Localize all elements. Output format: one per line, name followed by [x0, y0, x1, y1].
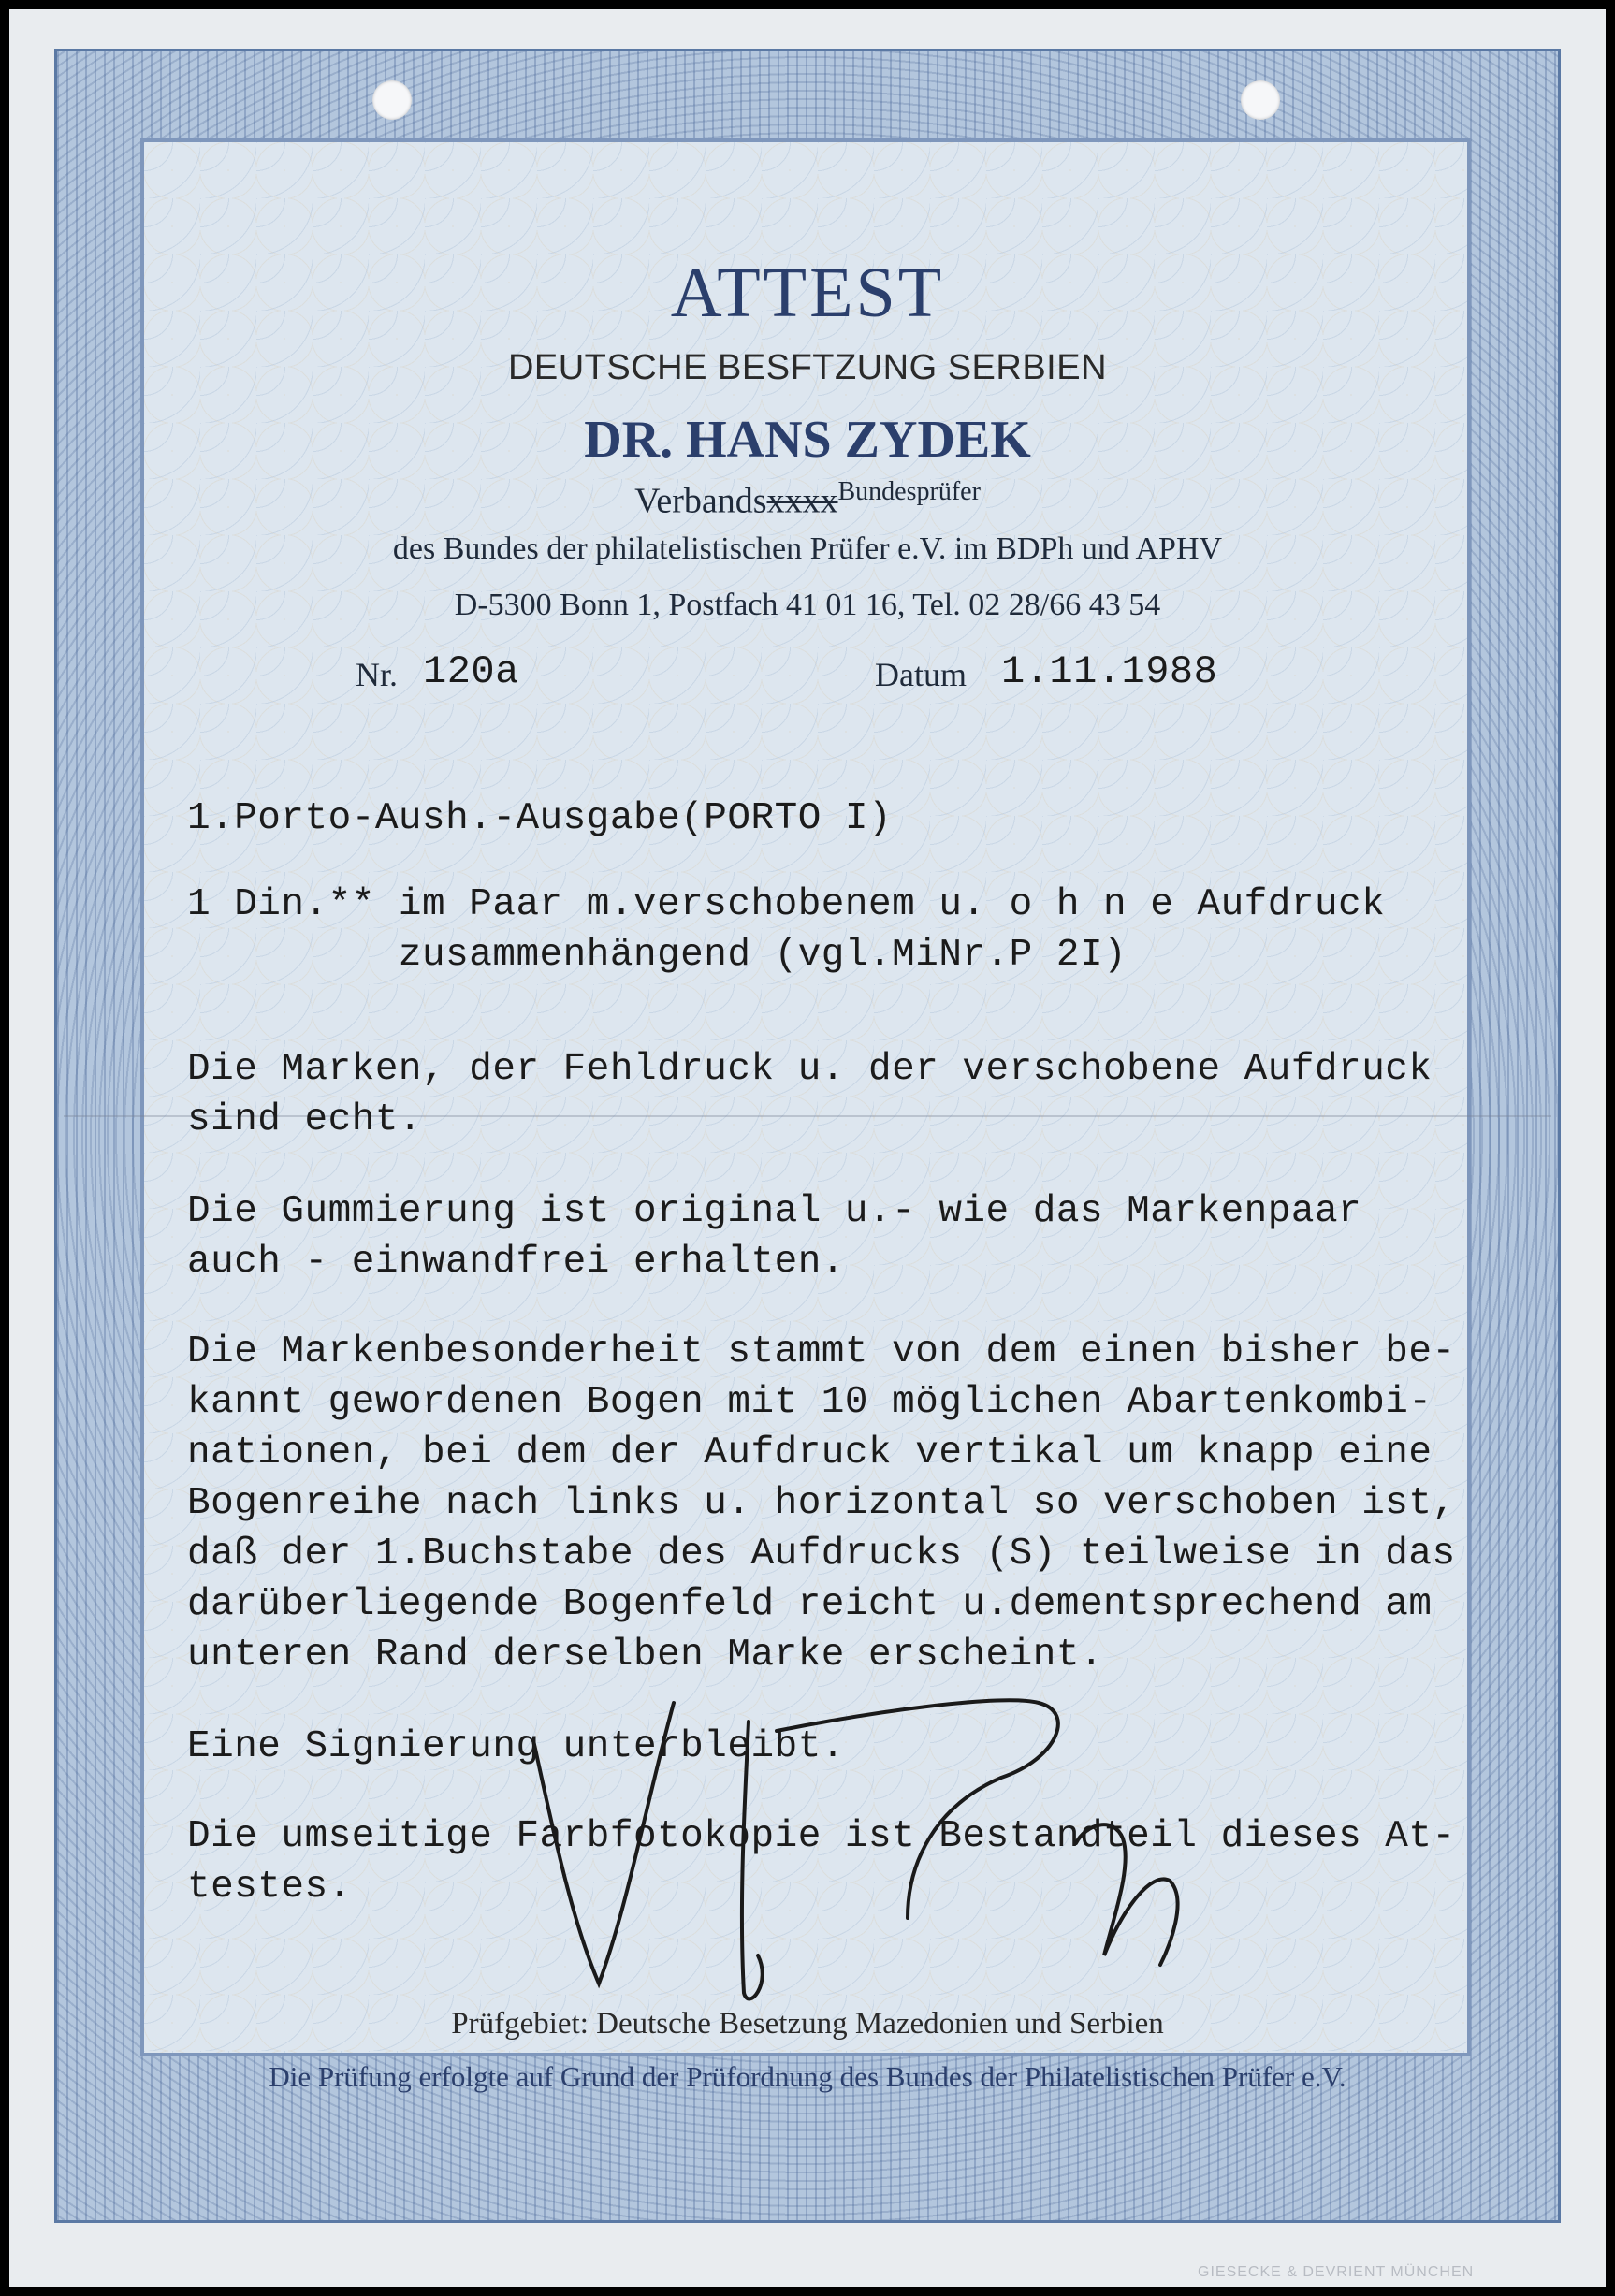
address: D-5300 Bonn 1, Postfach 41 01 16, Tel. 02 28/66 43 54 [454, 588, 1161, 622]
body-line: darüberliegende Bogenfeld reicht u.dementsprechend am [187, 1583, 1433, 1626]
body-line: Die Gummierung ist original u.- wie das Markenpaar [187, 1190, 1362, 1233]
body-line: testes. [187, 1866, 352, 1909]
body-line: nationen, bei dem der Aufdruck vertikal um knapp eine [187, 1431, 1433, 1475]
body-line: daß der 1.Buchstabe des Aufdrucks (S) teilweise in das [187, 1533, 1456, 1576]
certificate-date: 1.11.1988 [1001, 649, 1218, 694]
body-line: 1.Porto-Aush.-Ausgabe(PORTO I) [187, 797, 893, 840]
nr-label: Nr. [356, 656, 398, 693]
body-line: zusammenhängend (vgl.MiNr.P 2I) [187, 934, 1128, 977]
signature [515, 1675, 1357, 2030]
body-line: unteren Rand derselben Marke erscheint. [187, 1634, 1104, 1677]
body-line: 1 Din.** im Paar m.verschobenem u. o h n e Aufdruck [187, 883, 1386, 926]
certificate-number: 120a [423, 649, 519, 694]
role-struck: xxxx [766, 481, 838, 521]
occupation-area: DEUTSCHE BESFTZUNG SERBIEN [507, 348, 1108, 387]
exam-area: Prüfgebiet: Deutsche Besetzung Mazedonien und Serbien [451, 2007, 1164, 2041]
printer-imprint: GIESECKE & DEVRIENT MÜNCHEN [1198, 2264, 1475, 2280]
body-line: Die Markenbesonderheit stammt von dem einen bisher be- [187, 1330, 1456, 1373]
date-label: Datum [875, 656, 967, 693]
body-line: kannt gewordenen Bogen mit 10 möglichen Abartenkombi- [187, 1381, 1433, 1424]
body-line: auch - einwandfrei erhalten. [187, 1241, 845, 1284]
body-line: Die Marken, der Fehldruck u. der verschobene Aufdruck [187, 1048, 1433, 1091]
document-title: ATTEST [670, 254, 945, 332]
association: des Bundes der philatelistischen Prüfer e.V. im BDPh und APHV [392, 531, 1223, 566]
body-line: Eine Signierung unterbleibt. [187, 1725, 845, 1768]
certificate-page [9, 9, 1606, 2287]
body-line: sind echt. [187, 1098, 423, 1141]
body-line: Bogenreihe nach links u. horizontal so verschoben ist, [187, 1482, 1456, 1525]
punch-hole-left [372, 80, 412, 120]
role-prefix: Verbands [634, 481, 767, 521]
punch-hole-right [1241, 80, 1280, 120]
regulation-note: Die Prüfung erfolgte auf Grund der Prüfordnung des Bundes der Philatelistischen Prüfer e.V. [269, 2060, 1346, 2093]
examiner-name: DR. HANS ZYDEK [584, 411, 1031, 469]
role-suffix: Bundesprüfer [837, 477, 981, 506]
body-line: Die umseitige Farbfotokopie ist Bestandteil dieses At- [187, 1815, 1456, 1858]
examiner-role [9, 477, 1606, 522]
